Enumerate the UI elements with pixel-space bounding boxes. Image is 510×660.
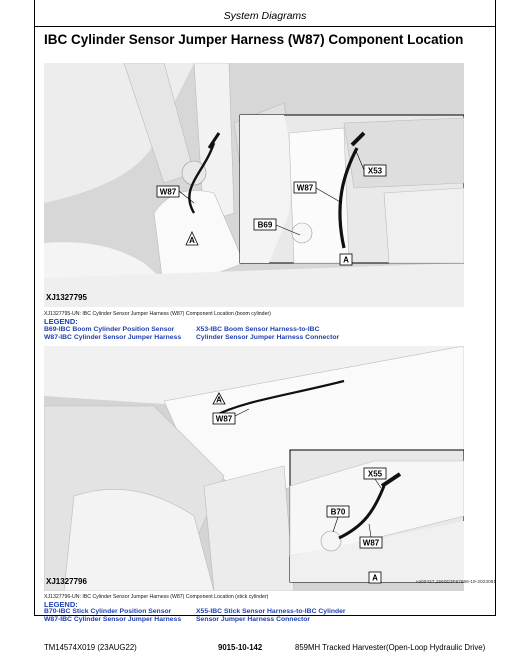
- footer-product: 859MH Tracked Harvester(Open-Loop Hydraulic Drive): [295, 643, 486, 652]
- legend-title: LEGEND:: [44, 317, 78, 326]
- callout-b69: B69: [257, 220, 273, 230]
- figure-stick-cylinder: [44, 346, 464, 591]
- legend-item: W87-IBC Cylinder Sensor Jumper Harness: [44, 334, 182, 341]
- boom-cylinder-illustration: [44, 63, 464, 307]
- legend-item: B69-IBC Boom Cylinder Position Sensor: [44, 326, 175, 333]
- section-header: System Diagrams: [223, 10, 307, 22]
- legend-item: W87-IBC Cylinder Sensor Jumper Harness: [44, 616, 182, 623]
- footer-page-number: 9015-10-142: [218, 643, 263, 652]
- page-title: IBC Cylinder Sensor Jumper Harness (W87) Component Location: [44, 32, 464, 47]
- callout-a: A: [216, 395, 222, 405]
- callout-w87-inset: W87: [296, 183, 314, 193]
- callout-a: A: [189, 236, 195, 245]
- figure-id: XJ1327795: [46, 293, 87, 302]
- legend-item: X55-IBC Stick Sensor Harness-to-IBC Cylinder: [196, 608, 346, 615]
- header-rule: [34, 26, 496, 27]
- callout-w87: W87: [159, 187, 177, 197]
- figure-caption: XJ1327795-UN: IBC Cylinder Sensor Jumper Harness (W87) Component Location (boom cylinder): [44, 311, 271, 317]
- figure-caption: XJ1327796-UN: IBC Cylinder Sensor Jumper Harness (W87) Component Location (stick cylinder): [44, 594, 269, 600]
- legend-item: X53-IBC Boom Sensor Harness-to-IBC: [196, 326, 320, 333]
- callout-b70: B70: [330, 507, 346, 517]
- legend-title: LEGEND:: [44, 600, 78, 609]
- callout-w87: W87: [215, 414, 233, 424]
- legend-item: Cylinder Sensor Jumper Harness Connector: [196, 334, 340, 341]
- figure-id: XJ1327796: [46, 577, 87, 586]
- figure-boom-cylinder: [44, 63, 464, 307]
- callout-x53: X53: [367, 166, 383, 176]
- reference-code: va00427,1560D3F97966-19-2023081: [415, 580, 496, 585]
- footer-manual-id: TM14574X019 (23AUG22): [44, 643, 137, 652]
- callout-a-inset: A: [343, 255, 349, 265]
- callout-a-inset: A: [372, 573, 378, 583]
- legend-item: B70-IBC Stick Cylinder Position Sensor: [44, 608, 172, 615]
- callout-w87-inset: W87: [362, 538, 380, 548]
- callout-x55: X55: [367, 469, 383, 479]
- stick-cylinder-illustration: [44, 346, 464, 591]
- legend-item: Sensor Jumper Harness Connector: [196, 616, 311, 623]
